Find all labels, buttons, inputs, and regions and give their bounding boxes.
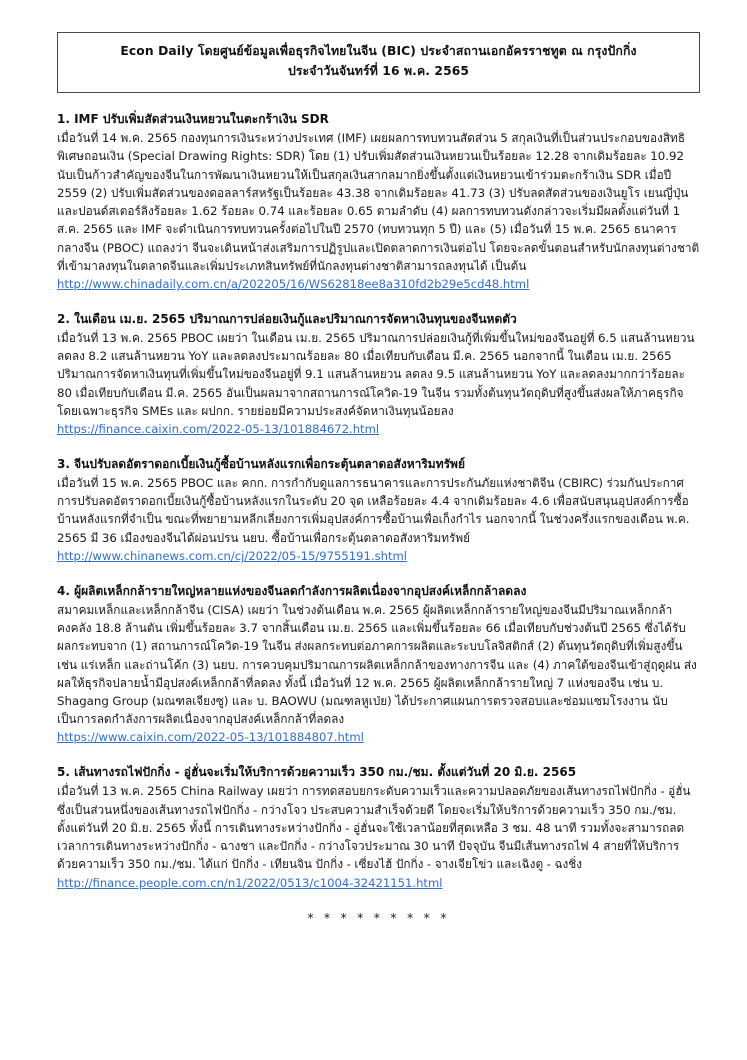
section-heading: 3. จีนปรับลดอัตราดอกเบี้ยเงินกู้ซื้อบ้านหลังแรกเพื่อกระตุ้นตลาดอสังหาริมทรัพย์: [57, 456, 465, 471]
news-section-4: [57, 583, 700, 748]
section-body: เมื่อวันที่ 15 พ.ค. 2565 PBOC และ คกก. การกำกับดูแลการธนาคารและการประกันภัยแห่งชาติจีน (CBIRC) ร่วมกันประกาศการปรับลดอัตราดอกเบี้ยเงินกู้ซื้อบ้านหลังแรกในระดับ 20 จุด เหลือร้อยละ 4.4 จากเดิมร้อยละ 4.6 เพื่อสนับสนุนอุปสงค์การซื้อบ้านหลังแรกที่จำเป็น ขณะที่พยายามหลีกเลี่ยงการเพิ่มอุปสงค์การซื้อบ้านเพื่อเก็งกำไร นอกจากนี้ ในช่วงครึ่งแรกของเดือน พ.ค. 2565 มี 36 เมืองของจีนได้ผ่อนปรน นยบ. ซื้อบ้านเพื่อกระตุ้นตลาดอสังหาริมทรัพย์: [57, 476, 690, 545]
section-body: เมื่อวันที่ 13 พ.ค. 2565 China Railway เผยว่า การทดสอบยกระดับความเร็วและความปลอดภัยของเส้นทางรถไฟปักกิ่ง - อู่ฮั่น ซึ่งเป็นส่วนหนึ่งของเส้นทางรถไฟปักกิ่ง - กว่างโจว ประสบความสำเร็จด้วยดี โดยจะเริ่มให้บริการด้วยความเร็ว 350 กม./ชม. ตั้งแต่วันที่ 20 มิ.ย. 2565 ทั้งนี้ การเดินทางระหว่างปักกิ่ง - อู่ฮั่นจะใช้เวลาน้อยที่สุดเหลือ 3 ชม. 48 นาที รวมทั้งจะสามารถลดเวลาการเดินทางระหว่างปักกิ่ง - ฉางชา และปักกิ่ง - กว่างโจวประมาณ 30 นาที ปัจจุบัน จีนมีเส้นทางรถไฟ 4 สายที่ให้บริการด้วยความเร็ว 350 กม./ชม. ได้แก่ ปักกิ่ง - เทียนจิน ปักกิ่ง - เซี่ยงไฮ้ ปักกิ่ง - จางเจียโข่ว และเฉิงตู - ฉงชิ่ง: [57, 784, 691, 872]
section-heading: 2. ในเดือน เม.ย. 2565 ปริมาณการปล่อยเงินกู้และปริมาณการจัดหาเงินทุนของจีนหดตัว: [57, 311, 517, 326]
section-source-link[interactable]: http://www.chinanews.com.cn/cj/2022/05-15/9755191.shtml: [57, 548, 408, 563]
section-source-link[interactable]: http://www.chinadaily.com.cn/a/202205/16/WS62818ee8a310fd2b29e5cd48.html: [57, 276, 530, 291]
footer-star-divider: * * * * * * * * *: [307, 910, 450, 926]
section-heading: 4. ผู้ผลิตเหล็กกล้ารายใหญ่หลายแห่งของจีนลดกำลังการผลิตเนื่องจากอุปสงค์เหล็กกล้าลดลง: [57, 583, 527, 598]
section-body: เมื่อวันที่ 13 พ.ค. 2565 PBOC เผยว่า ในเดือน เม.ย. 2565 ปริมาณการปล่อยเงินกู้ที่เพิ่มขึ้นใหม่ของจีนอยู่ที่ 6.5 แสนล้านหยวน ลดลง 8.2 แสนล้านหยวน YoY และลดลงประมาณร้อยละ 80 เมื่อเทียบกับเดือน มี.ค. 2565 นอกจากนี้ ในเดือน เม.ย. 2565 ปริมาณการจัดหาเงินทุนที่เพิ่มขึ้นใหม่ของจีนอยู่ที่ 9.1 แสนล้านหยวน ลดลง 9.5 แสนล้านหยวน YoY และลดลงมากกว่าร้อยละ 80 เมื่อเทียบกับเดือน มี.ค. 2565 อันเป็นผลมาจากสถานการณ์โควิด-19 ในจีน รวมทั้งต้นทุนวัตถุดิบที่สูงขึ้นส่งผลให้ภาคธุรกิจ โดยเฉพาะธุรกิจ SMEs และ ผปกก. รายย่อยมีความประสงค์จัดหาเงินทุนน้อยลง: [57, 330, 695, 418]
news-section-1: [57, 111, 700, 294]
news-section-2: [57, 311, 700, 439]
section-heading: 1. IMF ปรับเพิ่มสัดส่วนเงินหยวนในตะกร้าเงิน SDR: [57, 111, 329, 126]
section-source-link[interactable]: http://finance.people.com.cn/n1/2022/0513/c1004-32421151.html: [57, 875, 443, 890]
section-heading: 5. เส้นทางรถไฟปักกิ่ง - อู่ฮั่นจะเริ่มให้บริการด้วยความเร็ว 350 กม./ชม. ตั้งแต่วันที่ 20 มิ.ย. 2565: [57, 765, 577, 780]
header-title-line-2: ประจำวันจันทร์ที่ 16 พ.ค. 2565: [287, 63, 470, 78]
document-header-box: [57, 32, 700, 93]
news-section-5: [57, 764, 700, 892]
news-section-3: [57, 456, 700, 566]
section-source-link[interactable]: https://www.caixin.com/2022-05-13/101884807.html: [57, 730, 364, 745]
section-body: สมาคมเหล็กและเหล็กกล้าจีน (CISA) เผยว่า ในช่วงต้นเดือน พ.ค. 2565 ผู้ผลิตเหล็กกล้ารายใหญ่ของจีนมีปริมาณเหล็กกล้าคงคลัง 18.8 ล้านตัน เพิ่มขึ้นร้อยละ 3.7 จากสิ้นเดือน เม.ย. 2565 และเพิ่มขึ้นร้อยละ 66 เมื่อเทียบกับช่วงต้นปี 2565 ซึ่งได้รับผลกระทบจาก (1) สถานการณ์โควิด-19 ในจีน ส่งผลกระทบต่อภาคการผลิตและระบบโลจิสติกส์ (2) ต้นทุนวัตถุดิบที่เพิ่มสูงขึ้น เช่น แร่เหล็ก และถ่านโค้ก (3) นยบ. การควบคุมปริมาณการผลิตเหล็กกล้าของทางการจีน และ (4) ภาคใต้ของจีนเข้าสู่ฤดูฝน ส่งผลให้ธุรกิจปลายน้ำมีอุปสงค์เหล็กกล้าที่ลดลง ทั้งนี้ เมื่อวันที่ 12 พ.ค. 2565 ผู้ผลิตเหล็กกล้ารายใหญ่ 7 แห่งของจีน เช่น บ. Shagang Group (มณฑลเจียงซู) และ บ. BAOWU (มณฑลหูเป่ย) ได้ประกาศแผนการตรวจสอบและซ่อมแซมโรงงาน นับเป็นการลดกำลังการผลิตเนื่องจากอุปสงค์เหล็กกล้าที่ลดลง: [57, 602, 697, 727]
section-source-link[interactable]: https://finance.caixin.com/2022-05-13/101884672.html: [57, 422, 380, 437]
header-title-line-1: Econ Daily โดยศูนย์ข้อมูลเพื่อธุรกิจไทยในจีน (BIC) ประจำสถานเอกอัครราชทูต ณ กรุงปักกิ่ง: [120, 44, 637, 58]
section-body: เมื่อวันที่ 14 พ.ค. 2565 กองทุนการเงินระหว่างประเทศ (IMF) เผยผลการทบทวนสัดส่วน 5 สกุลเงินที่เป็นส่วนประกอบของสิทธิพิเศษถอนเงิน (Special Drawing Rights: SDR) โดย (1) ปรับเพิ่มสัดส่วนเงินหยวนเป็นร้อยละ 12.28 จากเดิมร้อยละ 10.92 นับเป็นก้าวสำคัญของจีนในการพัฒนาเงินหยวนให้เป็นสกุลเงินสากลมากยิ่งขึ้นตั้งแต่เงินหยวนเข้าร่วมตะกร้าเงิน SDR เมื่อปี 2559 (2) ปรับเพิ่มสัดส่วนของดอลลาร์สหรัฐเป็นร้อยละ 43.38 จากเดิมร้อยละ 41.73 (3) ปรับลดสัดส่วนของเงินยูโร เยนญี่ปุ่น และปอนด์สเตอร์ลิงร้อยละ 1.62 ร้อยละ 0.74 และร้อยละ 0.65 ตามลำดับ (4) ผลการทบทวนดังกล่าวจะเริ่มมีผลตั้งแต่วันที่ 1 ส.ค. 2565 และ IMF จะดำเนินการทบทวนครั้งต่อไปในปี 2570 (ทบทวนทุก 5 ปี) และ (5) เมื่อวันที่ 15 พ.ค. 2565 ธนาคารกลางจีน (PBOC) แถลงว่า จีนจะเดินหน้าส่งเสริมการปฏิรูปและเปิดตลาดการเงินต่อไป โดยจะลดขั้นตอนสำหรับนักลงทุนต่างชาติที่เข้ามาลงทุนในตลาดจีนและเพิ่มประเภทสินทรัพย์ที่นักลงทุนต่างชาติสามารถลงทุนได้ เป็นต้น: [57, 131, 700, 273]
